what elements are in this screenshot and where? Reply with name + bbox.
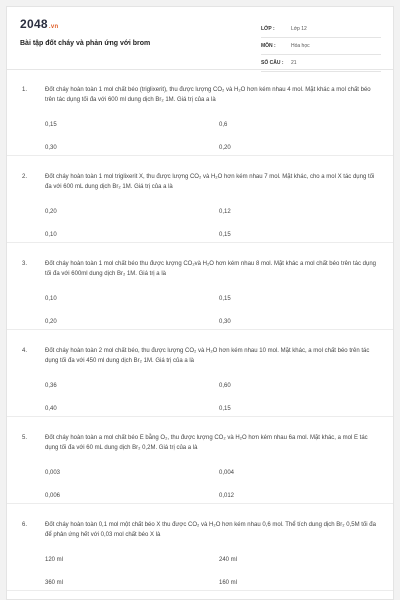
brand-logo[interactable] [20, 17, 58, 31]
meta-value: Hóa học [291, 43, 310, 49]
answer-option[interactable]: 0,40 [45, 406, 57, 412]
brand-tld: .vn [48, 24, 59, 30]
question-text: Đốt cháy hoàn toàn 1 mol chất béo (triglixerit), thu được lượng CO₂ và H₂O hơn kém nhau 4 mol. Mặt khác a mol chất béo trên tác dụng tối đa với 600 ml dung dịch Br₂ 1M. Giá trị của a là [45, 87, 371, 103]
question-number: 2. [22, 174, 28, 180]
answer-option[interactable]: 0,012 [219, 493, 235, 499]
answer-option[interactable]: 0,36 [45, 383, 57, 389]
worksheet-title: Bài tập đốt cháy và phản ứng với brom [20, 40, 151, 47]
question-5 [7, 417, 393, 504]
answer-option[interactable]: 0,30 [45, 145, 57, 151]
answer-option[interactable]: 0,15 [219, 296, 231, 302]
meta-label: LỚP : [261, 26, 275, 32]
brand-name: 2048 [20, 17, 48, 31]
worksheet-header [7, 7, 393, 70]
question-1 [7, 69, 393, 156]
answer-option[interactable]: 0,10 [45, 296, 57, 302]
meta-label: MÔN : [261, 43, 276, 49]
answer-option[interactable]: 0,10 [45, 232, 57, 238]
answer-option[interactable]: 0,20 [45, 209, 57, 215]
question-text: Đốt cháy hoàn toàn 1 mol chất béo thu được lượng CO₂và H₂O hơn kém nhau 8 mol. Mặt khác a mol chất béo trên tác dụng tối đa với 600ml dung dịch Br₂ 1M. Giá trị a là [45, 261, 377, 277]
question-4 [7, 330, 393, 417]
answer-option[interactable]: 0,20 [45, 319, 57, 325]
meta-label: SỐ CÂU : [261, 60, 284, 66]
answer-option[interactable]: 0,004 [219, 470, 235, 476]
question-number: 3. [22, 261, 28, 267]
answer-option[interactable]: 160 ml [219, 580, 238, 586]
question-number: 5. [22, 435, 28, 441]
question-text: Đốt cháy hoàn toàn a mol chất béo E bằng O₂, thu được lượng CO₂ và H₂O hơn kém nhau 6a mol. Mặt khác, a mol E tác dụng tối đa với 60 mL dung dịch Br₂ 0,2M. Giá trị của a là [45, 435, 368, 451]
answer-option[interactable]: 0,15 [45, 122, 57, 128]
worksheet-page [6, 6, 394, 600]
question-2 [7, 156, 393, 243]
answer-option[interactable]: 0,003 [45, 470, 61, 476]
answer-option[interactable]: 360 ml [45, 580, 64, 586]
answer-option[interactable]: 0,6 [219, 122, 228, 128]
meta-value: Lớp 12 [291, 26, 307, 32]
worksheet-meta [261, 21, 381, 72]
answer-option[interactable]: 240 ml [219, 557, 238, 563]
answer-option[interactable]: 0,15 [219, 232, 231, 238]
question-number: 4. [22, 348, 28, 354]
question-number: 1. [22, 87, 28, 93]
question-text: Đốt cháy hoàn toàn 2 mol chất béo, thu được lượng CO₂ và H₂O hơn kém nhau 10 mol. Mặt khác, a mol chất béo trên tác dụng tối đa với 450 ml dung dịch Br₂ 1M. Giá trị của a là [45, 348, 370, 364]
question-3 [7, 243, 393, 330]
answer-option[interactable]: 120 ml [45, 557, 64, 563]
question-number: 6. [22, 522, 28, 528]
meta-row-subject [261, 38, 381, 55]
answer-option[interactable]: 0,60 [219, 383, 231, 389]
answer-option[interactable]: 0,15 [219, 406, 231, 412]
question-text: Đốt cháy hoàn toàn 1 mol triglixerit X, thu được lượng CO₂ và H₂O hơn kém nhau 7 mol. Mặt khác, cho a mol X tác dụng tối đa với 600 mL dung dịch Br₂ 1M. Giá trị của a là [45, 174, 375, 190]
question-text: Đốt cháy hoàn toàn 0,1 mol một chất béo X thu được CO₂ và H₂O hơn kém nhau 0,6 mol. Thể tích dung dịch Br₂ 0,5M tối đa để phản ứng hết với 0,03 mol chất béo X là [45, 522, 376, 538]
answer-option[interactable]: 0,12 [219, 209, 231, 215]
answer-option[interactable]: 0,006 [45, 493, 61, 499]
answer-option[interactable]: 0,30 [219, 319, 231, 325]
question-6 [7, 504, 393, 591]
question-list [7, 69, 393, 591]
meta-value: 21 [291, 60, 297, 66]
meta-row-class [261, 21, 381, 38]
answer-option[interactable]: 0,20 [219, 145, 231, 151]
